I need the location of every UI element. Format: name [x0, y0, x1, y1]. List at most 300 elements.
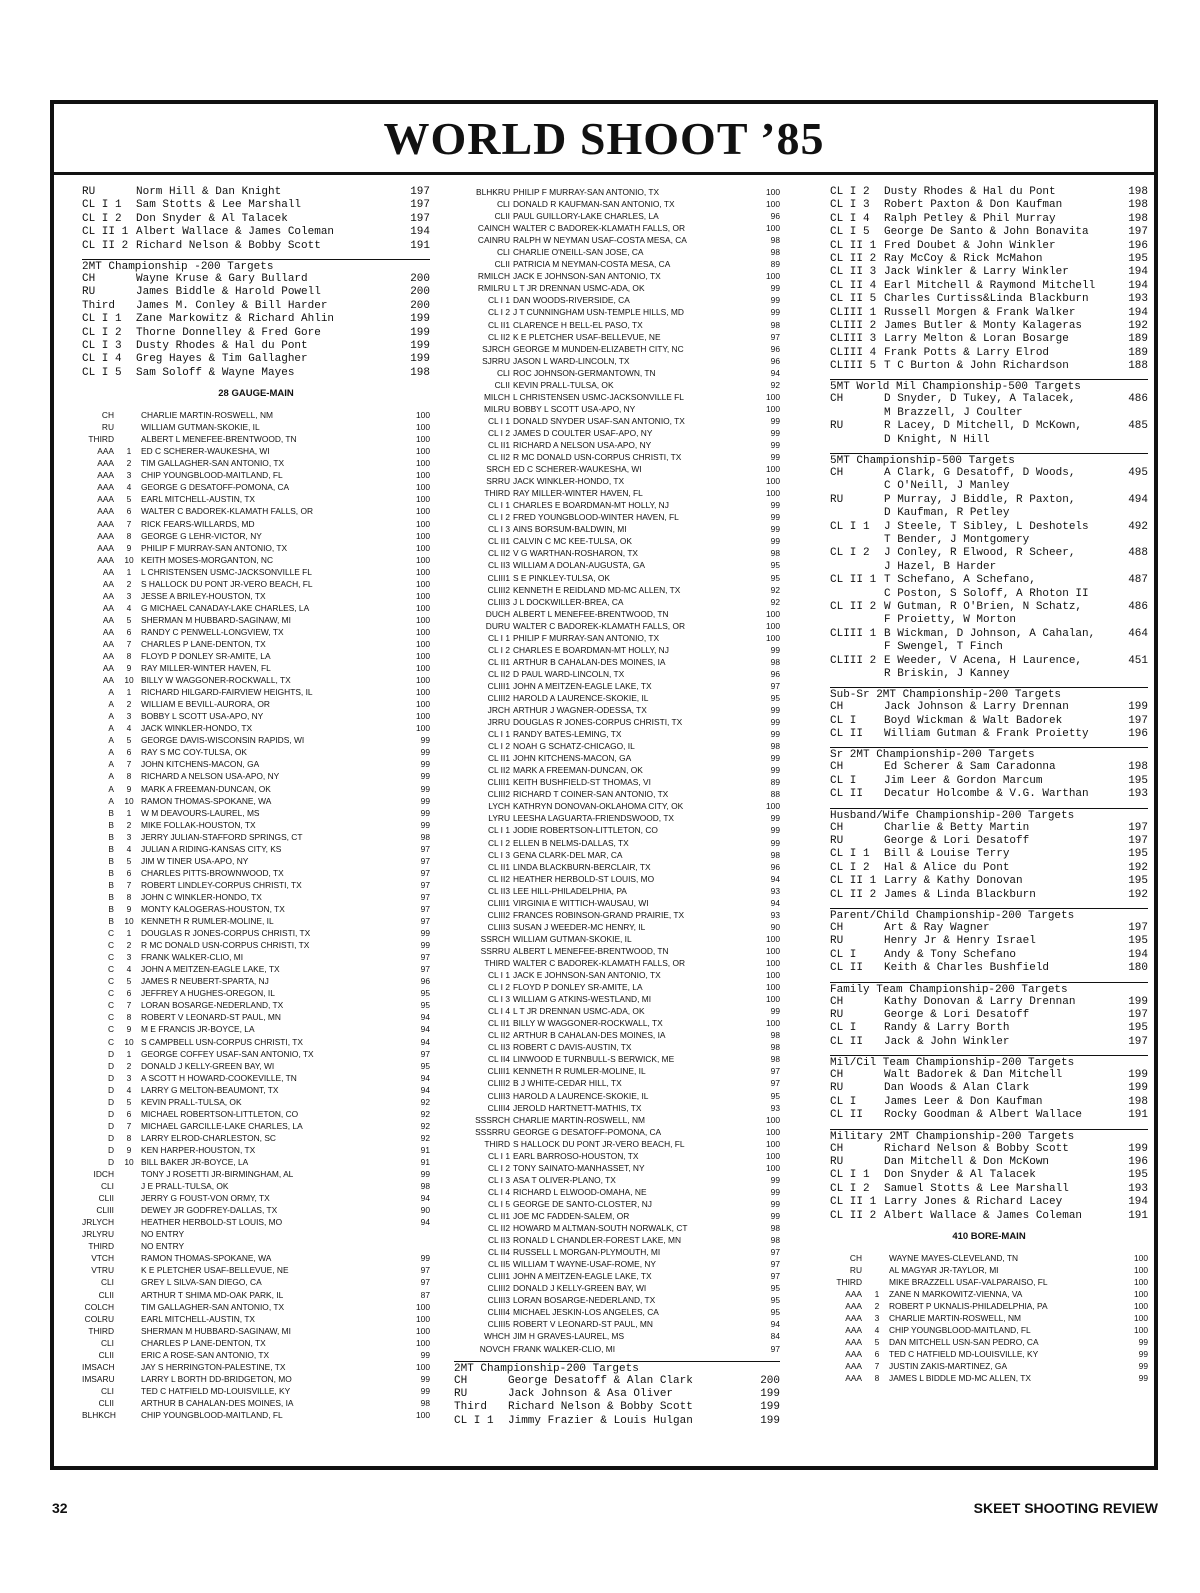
class-label: SSSRCH [475, 1114, 510, 1125]
shooter-name: ALBERT L MENEFEE-BRENTWOOD, TN [141, 434, 297, 445]
score: 97 [770, 1066, 780, 1077]
shooter-name: JESSE A BRILEY-HOUSTON, TX [141, 590, 266, 601]
group-header: Husband/Wife Championship-200 Targets [830, 808, 1148, 822]
score: 97 [420, 1048, 430, 1059]
score: 97 [770, 1247, 780, 1258]
shooter-name: JIM W TINER USA-APO, NY [141, 855, 249, 866]
result-row [454, 222, 780, 234]
result-row [454, 439, 780, 451]
result-row [82, 590, 430, 602]
result-row [82, 614, 430, 626]
class-label: CLII [494, 211, 510, 222]
class-label: CL II1 [487, 536, 510, 547]
result-row [454, 1258, 780, 1270]
score: 100 [1134, 1277, 1148, 1288]
place-number: 10 [124, 1036, 134, 1047]
score: 188 [1128, 360, 1148, 373]
group-header: Family Team Championship-200 Targets [830, 982, 1148, 996]
result-row [82, 1409, 430, 1421]
score: 196 [1128, 728, 1148, 741]
result-row [830, 307, 1148, 320]
shooter-names: Richard Nelson & Bobby Scott [884, 1142, 1069, 1155]
result-row [454, 1343, 780, 1355]
place-number: 4 [126, 723, 132, 734]
place-number [117, 1361, 141, 1373]
score: 100 [416, 687, 430, 698]
score: 199 [1128, 1069, 1148, 1082]
class-label [830, 407, 884, 420]
place-number: 9 [126, 783, 132, 794]
shooter-names: J Conley, R Elwood, R Scheer, [884, 547, 1076, 560]
shooter-name: WALTER C BADOREK-KLAMATH FALLS, OR [141, 506, 314, 517]
class-label: CLIII2 [487, 692, 510, 703]
place-number: 3 [126, 470, 132, 481]
score: 98 [770, 1235, 780, 1246]
class-label: CL I 1 [487, 295, 510, 306]
result-row [82, 542, 430, 554]
score: 97 [420, 1277, 430, 1288]
shooter-name: ROBERT V LEONARD-ST PAUL, MN [141, 1012, 281, 1023]
score: 486 [1128, 393, 1148, 406]
score: 97 [420, 1265, 430, 1276]
score: 488 [1128, 547, 1148, 560]
shooter-names: P Murray, J Biddle, R Paxton, [884, 493, 1076, 506]
shooter-name: KENNETH R RUMLER-MOLINE, IL [141, 916, 274, 927]
result-row [82, 1144, 430, 1156]
result-row [454, 837, 780, 849]
score: 99 [420, 940, 430, 951]
class-label: CL I 1 [487, 1150, 510, 1161]
shooter-names: Decatur Holcombe & V.G. Warthan [884, 788, 1089, 801]
shooter-name: ROBERT LINDLEY-CORPUS CHRISTI, TX [141, 879, 302, 890]
col1-champ-header: 2MT Championship -200 Targets [82, 259, 430, 273]
result-row [82, 686, 430, 698]
class-label: AA [102, 578, 114, 589]
result-row [454, 1210, 780, 1222]
class-label: C [107, 1024, 114, 1035]
score: 96 [770, 861, 780, 872]
class-label: CL I 1 [487, 500, 510, 511]
shooter-names: B Wickman, D Johnson, A Cahalan, [884, 627, 1096, 640]
class-label: CLIII1 [487, 777, 510, 788]
shooter-name: JUSTIN ZAKIS-MARTINEZ, GA [889, 1361, 1008, 1372]
score: 193 [1128, 1182, 1148, 1195]
class-label: AAA [97, 530, 114, 541]
place-number [117, 1264, 141, 1276]
result-row [830, 775, 1148, 788]
score: 199 [1128, 701, 1148, 714]
class-label: RU [830, 935, 844, 948]
score: 485 [1128, 420, 1148, 433]
result-row [454, 1388, 780, 1401]
class-label: RU [82, 186, 96, 198]
class-label: AA [102, 675, 114, 686]
score: 100 [416, 638, 430, 649]
score: 99 [770, 500, 780, 511]
score: 89 [770, 259, 780, 270]
score: 200 [410, 272, 430, 285]
class-label: CL I 3 [82, 339, 122, 352]
score: 464 [1128, 627, 1148, 640]
score: 100 [416, 530, 430, 541]
class-label [830, 434, 884, 447]
result-row [454, 752, 780, 764]
result-row [454, 1330, 780, 1342]
place-number: 8 [126, 771, 132, 782]
shooter-name: GEORGE COFFEY USAF-SAN ANTONIO, TX [141, 1048, 314, 1059]
group-header: Sr 2MT Championship-200 Targets [830, 747, 1148, 761]
page-title: WORLD SHOOT ’85 [383, 112, 825, 164]
class-label: CLII [98, 1397, 114, 1408]
shooter-name: DEWEY JR GODFREY-DALLAS, TX [141, 1205, 278, 1216]
class-label: CL I 3 [487, 524, 510, 535]
group-header: 5MT Championship-500 Targets [830, 453, 1148, 467]
score: 90 [770, 921, 780, 932]
result-row [82, 963, 430, 975]
result-row [830, 521, 1148, 534]
class-label: AAA [845, 1325, 862, 1336]
result-row [82, 433, 430, 445]
shooter-names: George Desatoff & Alan Clark [508, 1374, 693, 1387]
score: 99 [1138, 1373, 1148, 1384]
shooter-names: A Clark, G Desatoff, D Woods, [884, 467, 1076, 480]
result-row [82, 783, 430, 795]
shooter-name: D PAUL WARD-LINCOLN, TX [513, 668, 625, 679]
result-row [830, 701, 1148, 714]
class-label: AAA [845, 1361, 862, 1372]
result-row [454, 343, 780, 355]
score: 93 [770, 1102, 780, 1113]
result-row [454, 728, 780, 740]
place-number: 2 [126, 458, 132, 469]
shooter-name: WILLIAM GUTMAN-SKOKIE, IL [513, 933, 632, 944]
place-number [117, 1337, 141, 1349]
shooter-names: Sam Soloff & Wayne Mayes [136, 366, 295, 379]
class-label: CL I 2 [487, 427, 510, 438]
place-number: 8 [126, 1132, 132, 1143]
class-label: CLIII1 [487, 572, 510, 583]
score: 99 [770, 1174, 780, 1185]
score: 99 [770, 717, 780, 728]
score: 197 [1128, 1035, 1148, 1048]
shooter-name: R MC DONALD USN-CORPUS CHRISTI, TX [141, 940, 310, 951]
class-label: C [107, 976, 114, 987]
score: 197 [1128, 835, 1148, 848]
class-label: CL I 1 [82, 313, 122, 326]
class-label: CL I 1 [82, 199, 122, 212]
shooter-name: MICHAEL JESKIN-LOS ANGELES, CA [513, 1307, 659, 1318]
shooter-names: Henry Jr & Henry Israel [884, 935, 1036, 948]
score: 99 [420, 1169, 430, 1180]
result-row [454, 788, 780, 800]
class-label: CH [82, 272, 96, 285]
shooter-names: Jack Johnson & Asa Oliver [508, 1387, 674, 1400]
result-row [82, 746, 430, 758]
class-label: CH [830, 1069, 844, 1082]
class-label: B [108, 867, 114, 878]
place-number: 10 [124, 795, 134, 806]
class-label: CLIII3 [487, 1090, 510, 1101]
shooter-names: Fred Doubet & John Winkler [884, 239, 1056, 252]
result-row [82, 939, 430, 951]
class-label: CH [830, 393, 844, 406]
result-row [82, 1228, 430, 1240]
place-number: 6 [126, 1108, 132, 1119]
score: 100 [416, 470, 430, 481]
result-row [830, 333, 1148, 346]
result-row [454, 282, 780, 294]
shooter-name: S E PINKLEY-TULSA, OK [513, 572, 610, 583]
class-label [830, 561, 884, 574]
score [1114, 534, 1148, 547]
result-row [830, 614, 1148, 627]
score: 95 [770, 1295, 780, 1306]
result-row [454, 511, 780, 523]
shooter-name: WILLIAM E BEVILL-AURORA, OR [141, 699, 270, 710]
shooter-name: KEVIN PRALL-TULSA, OK [513, 379, 614, 390]
shooter-name: JAMES D COULTER USAF-APO, NY [513, 427, 653, 438]
shooter-name: BOBBY L SCOTT USA-APO, NY [513, 403, 636, 414]
class-label: CLII [98, 1193, 114, 1204]
class-label: SSRCH [480, 933, 510, 944]
title-box [54, 104, 1154, 175]
place-number: 5 [126, 1096, 132, 1107]
result-row [454, 981, 780, 993]
result-row [454, 800, 780, 812]
shooter-name: TED C HATFIELD MD-LOUISVILLE, KY [889, 1349, 1039, 1360]
shooter-names: C Poston, S Soloff, A Rhoton II [884, 587, 1089, 600]
shooter-name: FRANK WALKER-CLIO, MI [513, 1343, 616, 1354]
class-label: CLIII 4 [830, 346, 877, 359]
class-label: CH [830, 761, 844, 774]
class-label: CLIII [96, 1205, 114, 1216]
class-label: COLRU [84, 1313, 114, 1324]
class-label: CL I 4 [487, 1186, 510, 1197]
shooter-name: ED C SCHERER-WAUKESHA, WI [141, 446, 270, 457]
shooter-name: MIKE BRAZZELL USAF-VALPARAISO, FL [889, 1277, 1048, 1288]
result-row [830, 1196, 1148, 1209]
result-row [454, 270, 780, 282]
place-number: 8 [126, 530, 132, 541]
class-label: MILCH [483, 391, 510, 402]
score: 194 [1128, 279, 1148, 292]
place-number: 4 [874, 1325, 880, 1336]
score: 98 [770, 1054, 780, 1065]
score: 486 [1128, 600, 1148, 613]
score: 192 [1128, 861, 1148, 874]
score: 94 [420, 1036, 430, 1047]
result-row [82, 1156, 430, 1168]
score: 100 [416, 1313, 430, 1324]
place-number [865, 1252, 889, 1264]
class-label: CL I 2 [487, 982, 510, 993]
class-label: CL I 2 [487, 644, 510, 655]
class-label: AAA [97, 506, 114, 517]
shooter-names: George & Lori Desatoff [884, 835, 1030, 848]
result-row [830, 1312, 1148, 1324]
score: 95 [420, 988, 430, 999]
result-row [82, 770, 430, 782]
shooter-names: R Lacey, D Mitchell, D McKown, [884, 420, 1083, 433]
score: 99 [420, 759, 430, 770]
shooter-names: William Gutman & Frank Proietty [884, 728, 1089, 741]
place-number [117, 1385, 141, 1397]
class-label: CH [454, 1374, 468, 1387]
class-label: CL II1 [487, 861, 510, 872]
class-label: C [107, 964, 114, 975]
shooter-name: TONY J ROSETTI JR-BIRMINGHAM, AL [141, 1169, 294, 1180]
place-number [117, 1252, 141, 1264]
shooter-names: James Biddle & Harold Powell [136, 286, 321, 299]
class-label: CH [830, 921, 844, 934]
shooter-name: NO ENTRY [141, 1241, 185, 1252]
result-row [82, 1108, 430, 1120]
shooter-name: GEORGE G LEHR-VICTOR, NY [141, 530, 262, 541]
result-row [830, 480, 1148, 493]
result-row [454, 897, 780, 909]
col3-championship-groups [830, 379, 1148, 1223]
class-label: AAA [97, 494, 114, 505]
shooter-name: AINS BORSUM-BALDWIN, MI [513, 524, 627, 535]
shooter-name: KATHRYN DONOVAN-OKLAHOMA CITY, OK [513, 801, 684, 812]
score: 196 [1128, 1156, 1148, 1169]
result-row [82, 758, 430, 770]
result-row [830, 1300, 1148, 1312]
place-number [117, 1204, 141, 1216]
result-row [82, 1072, 430, 1084]
shooter-name: PHILIP F MURRAY-SAN ANTONIO, TX [141, 542, 288, 553]
class-label: JRCH [487, 705, 510, 716]
class-label: CL II1 [487, 753, 510, 764]
shooter-names: Hal & Alice du Pont [884, 861, 1010, 874]
score: 99 [770, 729, 780, 740]
class-label: SSRRU [480, 945, 510, 956]
result-row [82, 843, 430, 855]
shooter-names: Frank Potts & Larry Elrod [884, 346, 1050, 359]
result-row [454, 294, 780, 306]
score: 100 [416, 626, 430, 637]
class-label [830, 641, 884, 654]
score: 94 [770, 1319, 780, 1330]
score: 99 [770, 512, 780, 523]
class-label: CLI [496, 247, 510, 258]
score: 100 [766, 945, 780, 956]
class-label: CL I 2 [487, 1162, 510, 1173]
result-row [830, 347, 1148, 360]
shooter-name: JOHN KITCHENS-MACON, GA [513, 753, 632, 764]
shooter-name: JAMES R NEUBERT-SPARTA, NJ [141, 976, 269, 987]
shooter-name: PHILIP F MURRAY-SAN ANTONIO, TX [513, 187, 660, 197]
shooter-name: KEN HARPER-HOUSTON, TX [141, 1144, 256, 1155]
class-label: CL II2 [487, 668, 510, 679]
place-number: 6 [126, 506, 132, 517]
place-number [117, 1240, 141, 1252]
score: 99 [1138, 1337, 1148, 1348]
class-label: COLCH [84, 1301, 114, 1312]
result-row [454, 186, 780, 198]
score: 100 [416, 1361, 430, 1372]
score: 100 [766, 271, 780, 282]
class-label: CL I 2 [487, 307, 510, 318]
result-row [454, 656, 780, 668]
class-label: CL I 3 [487, 994, 510, 1005]
class-label: CL II 2 [830, 888, 877, 901]
class-label: AAA [97, 446, 114, 457]
result-row [830, 822, 1148, 835]
shooter-name: JODIE ROBERTSON-LITTLETON, CO [513, 825, 658, 836]
shooter-names: Ralph Petley & Phil Murray [884, 212, 1056, 225]
shooter-names: Walt Badorek & Dan Mitchell [884, 1069, 1063, 1082]
place-number: 5 [874, 1337, 880, 1348]
result-row [82, 734, 430, 746]
class-label: AAA [845, 1373, 862, 1384]
group-header: Mil/Cil Team Championship-200 Targets [830, 1055, 1148, 1069]
shooter-name: DOUGLAS R JONES-CORPUS CHRISTI, TX [141, 928, 311, 939]
class-label: SSSRRU [475, 1126, 510, 1137]
class-label: RU [830, 1082, 844, 1095]
result-row [454, 1306, 780, 1318]
result-row [830, 320, 1148, 333]
shooter-name: DONALD R KAUFMAN-SAN ANTONIO, TX [513, 199, 675, 210]
shooter-name: AL MAGYAR JR-TAYLOR, MI [889, 1265, 999, 1276]
shooter-name: HAROLD A LAURENCE-SKOKIE, IL [513, 1090, 649, 1101]
result-row [454, 632, 780, 644]
class-label: D [107, 1060, 114, 1071]
class-label: CL I 3 [487, 1174, 510, 1185]
result-row [454, 1270, 780, 1282]
shooter-name: JERRY G FOUST-VON ORMY, TX [141, 1193, 270, 1204]
result-row [454, 1174, 780, 1186]
place-number: 7 [126, 1120, 132, 1131]
shooter-name: ALBERT L MENEFEE-BRENTWOOD, TN [513, 945, 669, 956]
class-label: CL II2 [487, 1223, 510, 1234]
shooter-names: Sam Stotts & Lee Marshall [136, 199, 302, 212]
class-label: CLIII1 [487, 680, 510, 691]
class-label: AA [102, 602, 114, 613]
shooter-name: DONALD SNYDER USAF-SAN ANTONIO, TX [513, 415, 685, 426]
score: 97 [420, 843, 430, 854]
score [1114, 507, 1148, 520]
class-label: B [108, 891, 114, 902]
class-label: CL II2 [487, 873, 510, 884]
score: 100 [416, 675, 430, 686]
result-row [82, 807, 430, 819]
score: 100 [416, 590, 430, 601]
score: 100 [416, 602, 430, 613]
score: 495 [1128, 467, 1148, 480]
result-row [82, 505, 430, 517]
score: 191 [1128, 1109, 1148, 1122]
shooter-names: D Kaufman, R Petley [884, 507, 1010, 520]
result-row [454, 861, 780, 873]
shooter-name: RANDY BATES-LEMING, TX [513, 729, 622, 740]
class-label: CL II [830, 788, 864, 801]
group-results [830, 996, 1148, 1050]
result-row [82, 353, 430, 366]
result-row [454, 331, 780, 343]
class-label: CL I 2 [830, 1182, 870, 1195]
result-row [454, 1017, 780, 1029]
score: 98 [770, 656, 780, 667]
result-row [830, 293, 1148, 306]
group-header: Parent/Child Championship-200 Targets [830, 908, 1148, 922]
score: 198 [410, 366, 430, 379]
class-label: CL II 1 [830, 1196, 877, 1209]
shooter-name: LEE HILL-PHILADELPHIA, PA [513, 885, 627, 896]
shooter-name: RONALD L CHANDLER-FOREST LAKE, MN [513, 1235, 681, 1246]
place-number: 4 [126, 1084, 132, 1095]
result-row [454, 1150, 780, 1162]
